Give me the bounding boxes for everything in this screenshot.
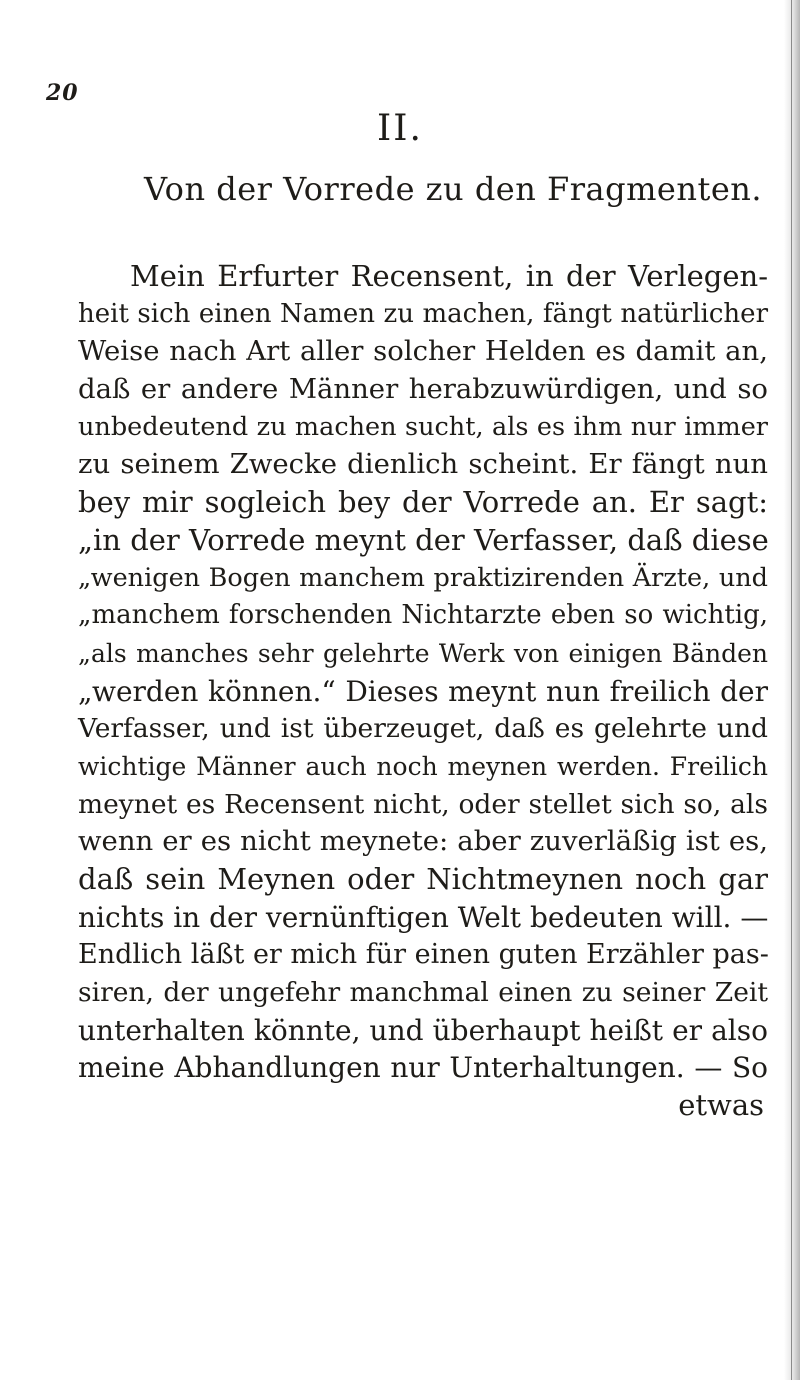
- text-line: Weise nach Art aller solcher Helden es damit an,: [78, 335, 768, 368]
- text-line: „wenigen Bogen manchem praktizirenden Ärzte, und: [78, 562, 768, 593]
- text-line: wenn er es nicht meynete: aber zuverläßig ist es,: [78, 825, 768, 858]
- section-number: II.: [377, 108, 423, 149]
- text-line: meine Abhandlungen nur Unterhaltungen. — So: [78, 1051, 768, 1085]
- page-edge-line: [791, 0, 792, 1380]
- text-line: wichtige Männer auch noch meynen werden. Freilich: [78, 751, 768, 781]
- text-line: siren, der ungefehr manchmal einen zu seiner Zeit: [78, 977, 768, 1009]
- text-line: Endlich läßt er mich für einen guten Erzähler pas-: [78, 939, 769, 971]
- text-line: meynet es Recensent nicht, oder stellet sich so, als: [78, 788, 768, 820]
- body-text: [78, 258, 768, 1125]
- text-line: „manchem forschenden Nichtarzte eben so wichtig,: [78, 600, 768, 631]
- catchword: etwas: [678, 1088, 764, 1123]
- section-title: Von der Vorrede zu den Fragmenten.: [144, 170, 763, 208]
- text-line: Verfasser, und ist überzeuget, daß es gelehrte und: [78, 713, 768, 745]
- page-number: 20: [46, 80, 79, 106]
- text-line: nichts in der vernünftigen Welt bedeuten will. —: [78, 900, 769, 934]
- text-line: daß er andere Männer herabzuwürdigen, und so: [78, 373, 768, 406]
- text-line: unbedeutend zu machen sucht, als es ihm nur immer: [78, 411, 768, 442]
- text-line: „in der Vorrede meynt der Verfasser, daß diese: [78, 522, 769, 557]
- text-line: zu seinem Zwecke dienlich scheint. Er fängt nun: [78, 448, 768, 481]
- page-edge-shadow: [784, 0, 800, 1380]
- text-line: bey mir sogleich bey der Vorrede an. Er sagt:: [78, 485, 768, 520]
- text-line: Mein Erfurter Recensent, in der Verlegen-: [130, 259, 768, 293]
- text-line: heit sich einen Namen zu machen, fängt natürlicher: [78, 298, 768, 329]
- text-line: daß sein Meynen oder Nichtmeynen noch gar: [78, 862, 768, 896]
- text-line: unterhalten könnte, und überhaupt heißt er also: [78, 1013, 768, 1047]
- text-line: „werden können.“ Dieses meynt nun freilich der: [78, 674, 768, 708]
- text-line: „als manches sehr gelehrte Werk von einigen Bänden: [78, 638, 768, 668]
